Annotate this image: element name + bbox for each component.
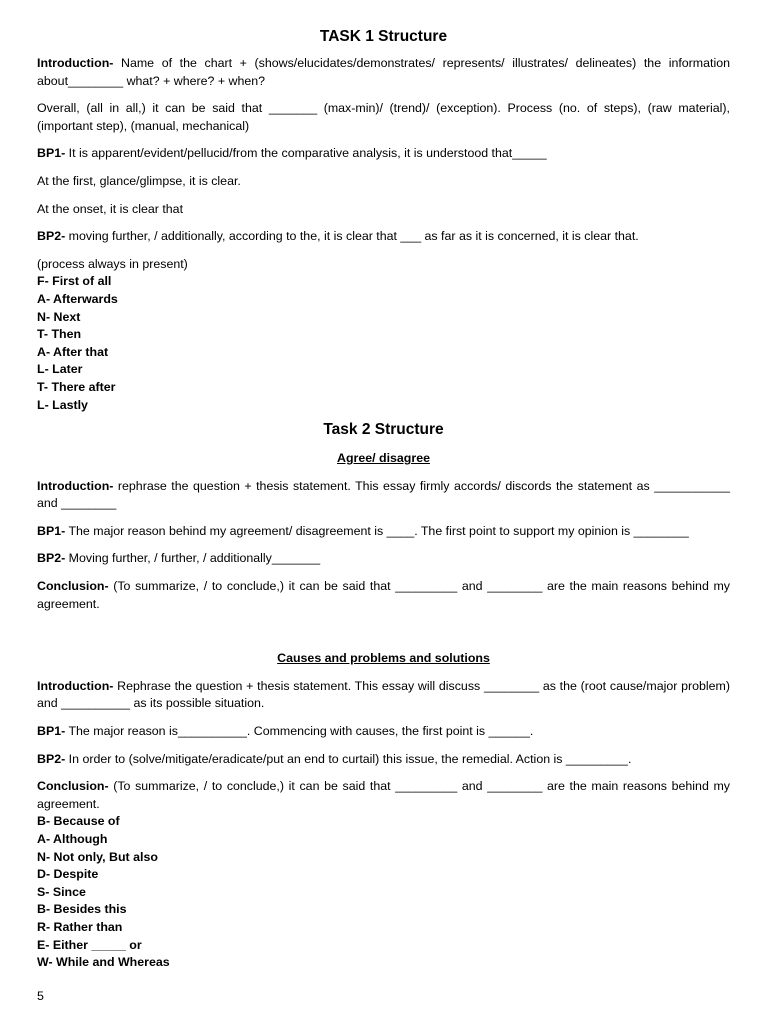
bp2-text: In order to (solve/mitigate/eradicate/put an end to curtail) this issue, the remedial. Action is _________. [65,751,632,766]
list-item: A- Afterwards [37,291,118,306]
conclusion-label: Conclusion- [37,779,109,794]
causes-linker-list [37,813,730,971]
list-item: L- Lastly [37,397,88,412]
list-item: E- Either _____ or [37,937,142,952]
causes-bp2 [37,751,730,769]
task1-introduction [37,55,730,90]
bp1-label: BP1- [37,146,66,161]
list-item: B- Because of [37,814,120,829]
list-item: B- Besides this [37,902,127,917]
agree-bp1 [37,523,730,541]
bp1-label: BP1- [37,523,66,538]
agree-conclusion [37,578,730,613]
page-number: 5 [37,989,44,1003]
list-item: D- Despite [37,867,99,882]
task1-bp2 [37,228,730,246]
task2-title: Task 2 Structure [323,421,444,439]
bp2-text: Moving further, / further, / additionally_______ [65,551,321,566]
task1-bp1 [37,145,730,163]
bp2-text: moving further, / additionally, according to the, it is clear that ___ as far as it is concerned, it is clear that. [65,229,639,244]
conclusion-text: (To summarize, / to conclude,) it can be said that _________ and ________ are the main reasons behind my agreement. [37,579,730,611]
list-item: A- After that [37,344,109,359]
intro-text: Name of the chart + (shows/elucidates/demonstrates/ represents/ illustrates/ delineates) the information about________ what? + where? + when? [37,56,730,88]
list-item: N- Next [37,309,81,324]
list-item: W- While and Whereas [37,955,170,970]
list-item: T- There after [37,379,116,394]
list-item: F- First of all [37,274,112,289]
intro-text: rephrase the question + thesis statement. This essay firmly accords/ discords the statement as ___________ and ________ [37,478,730,511]
bp1-text: The major reason is__________. Commencing with causes, the first point is ______. [65,724,534,739]
task1-glance: At the first, glance/glimpse, it is clear. [37,173,241,188]
task1-onset: At the onset, it is clear that [37,201,184,216]
list-item: S- Since [37,884,86,899]
bp2-label: BP2- [37,751,66,766]
bp2-label: BP2- [37,229,66,244]
agree-heading: Agree/ disagree [337,451,430,466]
list-item: R- Rather than [37,919,123,934]
task1-linker-list [37,273,730,414]
bp1-text: The major reason behind my agreement/ disagreement is ____. The first point to support my opinion is ________ [65,523,689,538]
bp2-label: BP2- [37,551,66,566]
intro-label: Introduction- [37,678,114,693]
list-item: N- Not only, But also [37,849,158,864]
task1-title: TASK 1 Structure [319,28,448,45]
causes-conclusion [37,778,730,813]
intro-label: Introduction- [37,478,114,493]
causes-heading: Causes and problems and solutions [277,651,490,666]
task1-process-note: (process always in present) [37,256,188,271]
list-item: A- Although [37,832,108,846]
causes-introduction [37,678,730,713]
bp1-label: BP1- [37,724,66,739]
intro-label: Introduction- [37,56,114,70]
agree-introduction [37,478,730,513]
list-item: L- Later [37,362,83,377]
task1-overall: Overall, (all in all,) it can be said that _______ (max-min)/ (trend)/ (exception). Process (no. of steps), (raw material), (important step), (manual, mechanical) [37,101,730,133]
agree-bp2 [37,550,730,568]
conclusion-text: (To summarize, / to conclude,) it can be said that _________ and ________ are the main reasons behind my agreement. [37,779,730,811]
causes-bp1 [37,723,730,741]
conclusion-label: Conclusion- [37,579,109,594]
intro-text: Rephrase the question + thesis statement. This essay will discuss ________ as the (root cause/major problem) and __________ as its possible situation. [37,678,730,711]
bp1-text: It is apparent/evident/pellucid/from the comparative analysis, it is understood that_____ [65,146,547,161]
list-item: T- Then [37,327,82,342]
